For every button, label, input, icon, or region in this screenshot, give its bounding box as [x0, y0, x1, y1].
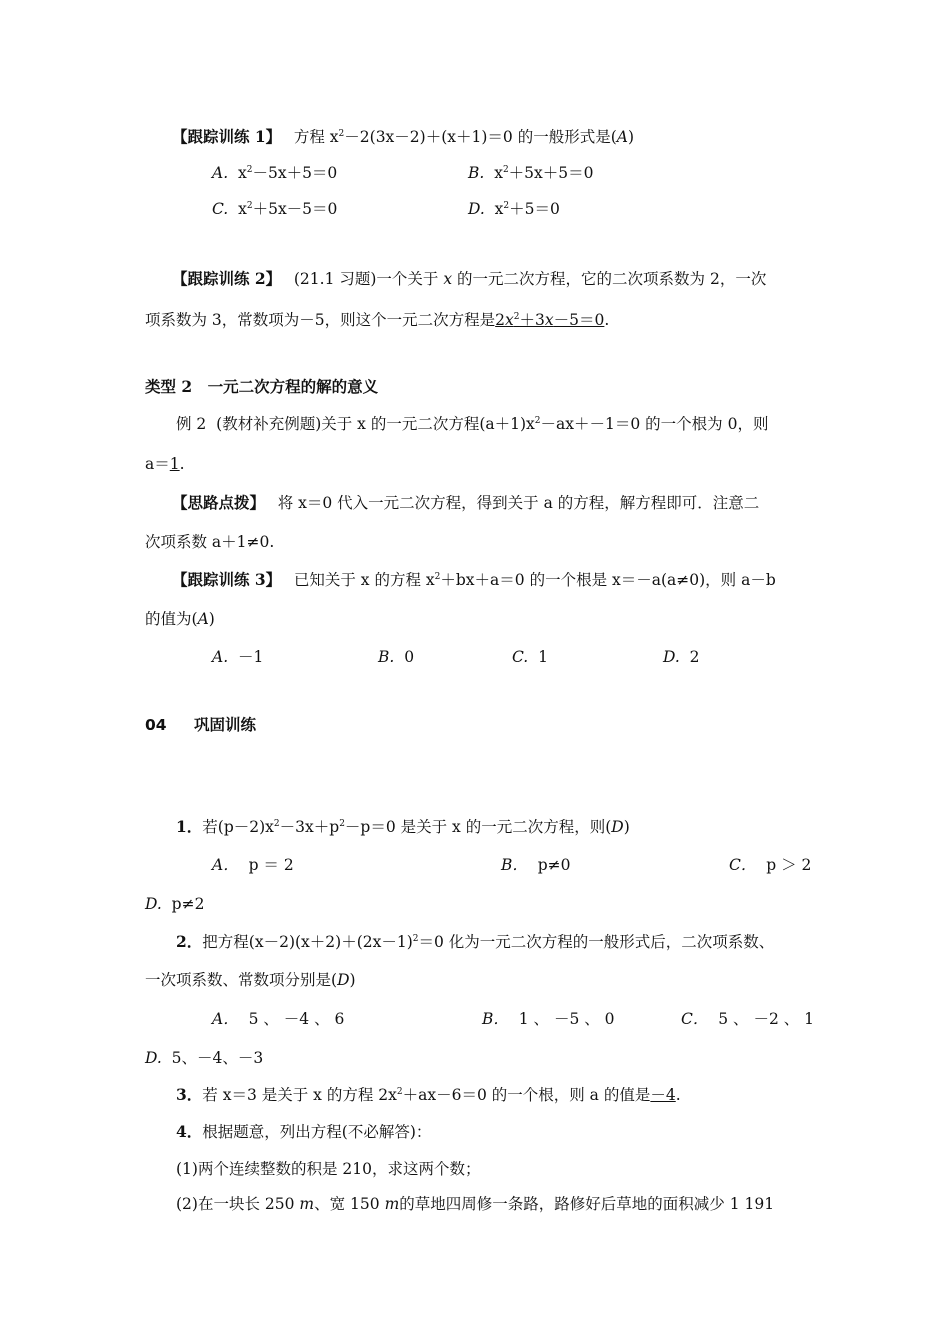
- question-1-option-b: B． p≠0: [501, 856, 571, 874]
- question-2-option-b: B． 1 、 －5 、 0: [482, 1010, 615, 1028]
- question-2-number: 2．: [176, 932, 203, 951]
- hint-line-2: 次项系数 a＋1≠0.: [145, 533, 275, 551]
- exercise-1-answer: A: [616, 128, 628, 146]
- exercise-2-line-2: 项系数为 3，常数项为－5，则这个一元二次方程是$2x^2+3x-5=0$.: [145, 311, 610, 329]
- question-3-stem: 3．若 x＝3 是关于 x 的方程 $2x^2+ax-6=0$ 的一个根，则 a 的值是－4.: [176, 1085, 681, 1104]
- section-04-number: 04: [145, 716, 167, 734]
- question-2-option-a: A． 5 、 －4 、 6: [212, 1010, 345, 1028]
- question-3-number: 3．: [176, 1085, 203, 1104]
- question-4-stem: 4．根据题意，列出方程(不必解答)：: [176, 1122, 432, 1141]
- question-4-number: 4．: [176, 1122, 203, 1141]
- example-2-answer: 1: [169, 455, 180, 473]
- question-2-line-2: 一次项系数、常数项分别是(D): [145, 971, 356, 989]
- example-2-label: 例 2: [176, 415, 207, 433]
- question-3-answer: －4: [650, 1086, 676, 1104]
- question-4-part-2: (2)在一块长 250 m、宽 150 m的草地四周修一条路，路修好后草地的面积减少 1 191: [176, 1195, 775, 1213]
- exercise-3-answer: A: [197, 610, 209, 628]
- question-2-option-c: C． 5 、 －2 、 1: [681, 1010, 815, 1028]
- example-2-line-1: 例 2 (教材补充例题)关于 x 的一元二次方程$(a+1)x^2-ax+-1=0$ 的一个根为 0，则: [176, 415, 769, 433]
- exercise-3-option-a: A. －1: [212, 648, 264, 666]
- exercise-1-option-c: C. $x^2+5x-5=0$: [212, 200, 338, 218]
- exercise-2-answer: $2x^2+3x-5=0$: [495, 311, 605, 329]
- exercise-1-option-a: A. $x^2-5x+5=0$: [212, 164, 338, 182]
- exercise-1-option-d: D. $x^2+5=0$: [468, 200, 560, 218]
- question-2-option-d: D. 5、－4、－3: [145, 1049, 264, 1067]
- question-4-part-1: (1)两个连续整数的积是 210，求这两个数；: [176, 1160, 481, 1178]
- exercise-3-option-d: D. 2: [663, 648, 700, 666]
- example-2-line-2: a＝1.: [145, 455, 185, 473]
- question-1-option-a: A． p ＝ 2: [212, 856, 294, 874]
- exercise-3-option-c: C. 1: [512, 648, 548, 666]
- question-2-line-1: 2．把方程$(x-2)(x+2)+(2x-1)^2=0$ 化为一元二次方程的一般形式后，二次项系数、: [176, 932, 775, 951]
- question-1-number: 1．: [176, 817, 203, 836]
- exercise-1-option-b: B. $x^2+5x+5=0$: [468, 164, 594, 182]
- exercise-1-label: 【跟踪训练 1】: [172, 127, 274, 146]
- exercise-2-line-1: 【跟踪训练 2】 (21.1 习题)一个关于 x 的一元二次方程，它的二次项系数为 2，一次: [172, 269, 767, 288]
- question-2-answer: D: [337, 971, 350, 989]
- exercise-3-label: 【跟踪训练 3】: [172, 570, 274, 589]
- exercise-3-line-1: 【跟踪训练 3】 已知关于 x 的方程 $x^2+bx+a=0$ 的一个根是 x＝－a(a≠0)，则 a－b: [172, 570, 776, 589]
- exercise-2-label: 【跟踪训练 2】: [172, 269, 274, 288]
- hint-label: 【思路点拨】: [172, 493, 258, 512]
- question-1-answer: D: [611, 818, 624, 836]
- section-heading-type-2: 类型 2 一元二次方程的解的意义: [145, 377, 379, 396]
- question-1-option-d: D. p≠2: [145, 895, 205, 913]
- exercise-3-line-2: 的值为(A): [145, 610, 215, 628]
- question-1-stem: 1．若$(p-2)x^2-3x+p^2-p=0$ 是关于 x 的一元二次方程，则(D): [176, 817, 630, 836]
- hint-line-1: 【思路点拨】 将 x＝0 代入一元二次方程，得到关于 a 的方程，解方程即可．注意二: [172, 493, 760, 512]
- exercise-1-stem: 【跟踪训练 1】 方程 $x^2-2(3x-2)+(x+1)=0$ 的一般形式是(A): [172, 127, 635, 146]
- exercise-3-option-b: B. 0: [378, 648, 415, 666]
- question-1-option-c: C． p ＞ 2: [729, 856, 812, 874]
- section-04-title: 巩固训练: [194, 716, 257, 734]
